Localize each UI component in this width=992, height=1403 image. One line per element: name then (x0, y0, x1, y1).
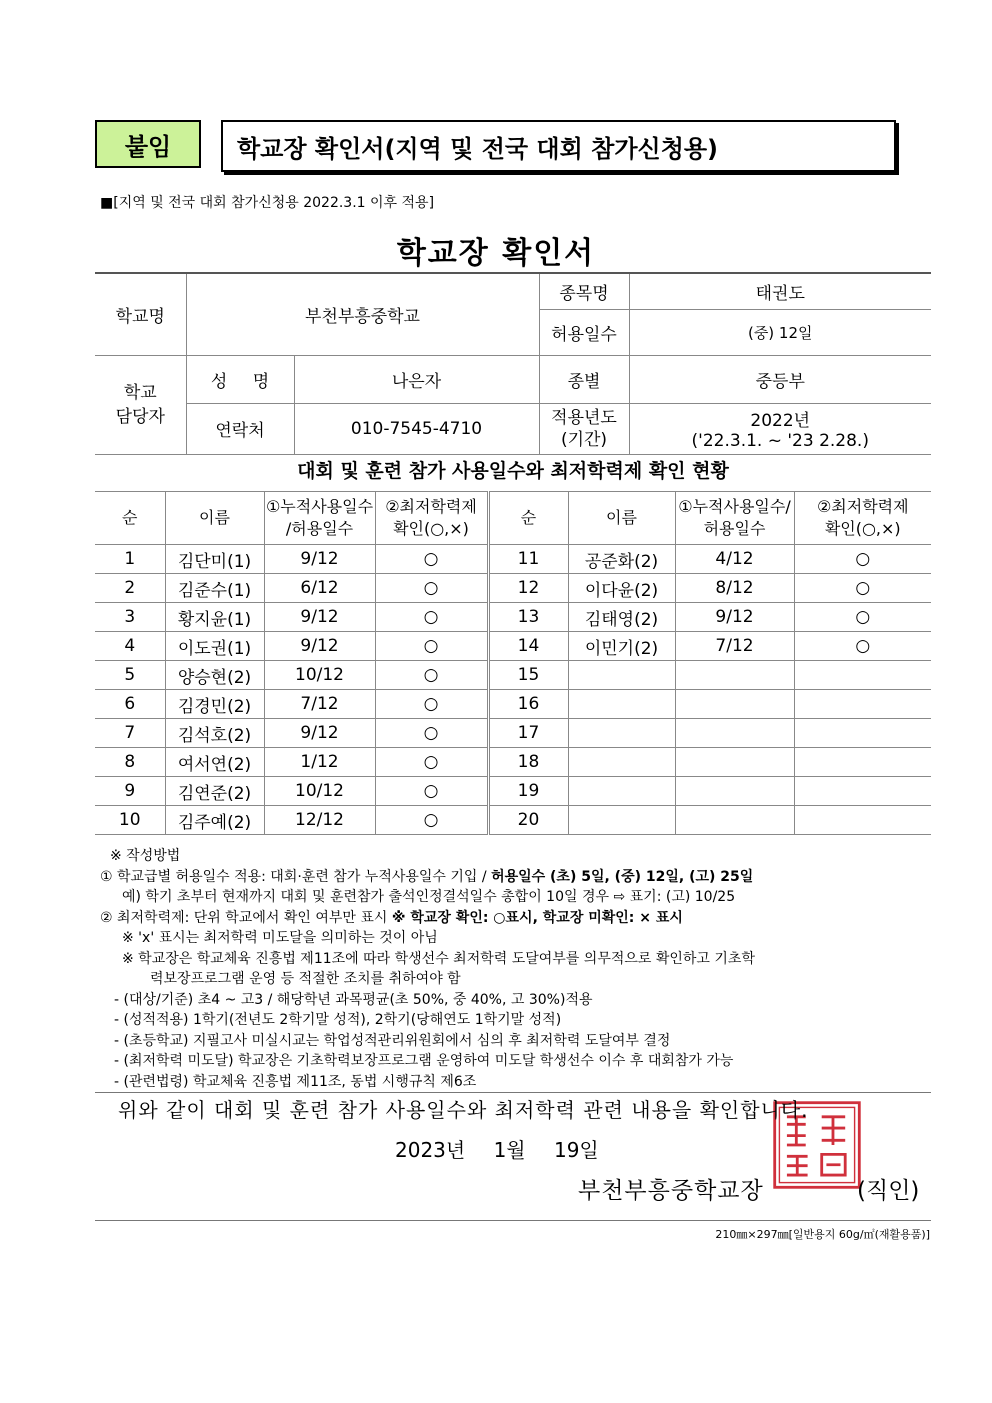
row-name: 양승현(2) (165, 661, 264, 690)
table-row (95, 545, 931, 574)
row-days: 6/12 (264, 574, 375, 603)
instr-line-1a: ① 학교급별 허용일수 적용: 대회·훈련 참가 누적사용일수 기입 / (100, 868, 492, 885)
table-row (95, 574, 931, 603)
row-name-2 (568, 806, 675, 835)
row-name-2: 김태영(2) (568, 603, 675, 632)
instr-line-3 (100, 908, 940, 929)
row-check-2 (794, 777, 931, 806)
event-label: 종목명 (539, 273, 629, 309)
row-no-2: 12 (488, 574, 568, 603)
row-days-2 (675, 661, 794, 690)
row-check-2 (794, 690, 931, 719)
row-name: 김주예(2) (165, 806, 264, 835)
instructions (100, 846, 940, 1092)
row-no-2: 16 (488, 690, 568, 719)
name-label: 성 명 (186, 355, 294, 403)
row-no: 2 (95, 574, 165, 603)
instr-line-3b: ※ 학교장 확인: ○표시, 학교장 미확인: × 표시 (391, 909, 683, 926)
row-name: 김준수(1) (165, 574, 264, 603)
row-name: 황지윤(1) (165, 603, 264, 632)
row-name-2 (568, 719, 675, 748)
issue-date: 2023년 1월 19일 (395, 1138, 599, 1162)
table-row (95, 719, 931, 748)
col-name-2: 이름 (568, 492, 675, 545)
row-days: 9/12 (264, 603, 375, 632)
table-row (95, 603, 931, 632)
row-name-2 (568, 748, 675, 777)
row-check-2 (794, 661, 931, 690)
row-check: ○ (375, 545, 488, 574)
row-days-2: 7/12 (675, 632, 794, 661)
row-name-2: 공준화(2) (568, 545, 675, 574)
instr-line-6: 력보장프로그램 운영 등 적절한 조치를 취하여야 함 (150, 971, 461, 987)
row-check: ○ (375, 690, 488, 719)
application-note: ■[지역 및 전국 대회 참가신청용 2022.3.1 이후 적용] (100, 195, 435, 211)
row-check: ○ (375, 719, 488, 748)
row-no-2: 19 (488, 777, 568, 806)
table-row (95, 806, 931, 835)
attachment-tag: 붙임 (95, 120, 201, 168)
year-value: 2022년 (750, 411, 811, 431)
table-row (95, 777, 931, 806)
row-check: ○ (375, 777, 488, 806)
row-days-2 (675, 777, 794, 806)
col-days: ①누적사용일수 /허용일수 (264, 492, 375, 545)
row-days-2 (675, 719, 794, 748)
row-check-2: ○ (794, 632, 931, 661)
col-check: ②최저학력제 확인(○,×) (375, 492, 488, 545)
page-title: 학교장 확인서 (396, 236, 596, 271)
days-label: 허용일수 (539, 309, 629, 355)
instr-line-3a: ② 최저학력제: 단위 학교에서 확인 여부만 표시 (100, 909, 392, 926)
table-row (95, 661, 931, 690)
row-name: 김경민(2) (165, 690, 264, 719)
row-name: 여서연(2) (165, 748, 264, 777)
row-check-2: ○ (794, 574, 931, 603)
row-days: 9/12 (264, 545, 375, 574)
row-no-2: 13 (488, 603, 568, 632)
row-name: 김석호(2) (165, 719, 264, 748)
col-no-2: 순 (488, 492, 568, 545)
row-check-2: ○ (794, 545, 931, 574)
col-no: 순 (95, 492, 165, 545)
row-name: 이도권(1) (165, 632, 264, 661)
row-days: 10/12 (264, 661, 375, 690)
division-label: 종별 (539, 355, 629, 403)
row-name-2: 이민기(2) (568, 632, 675, 661)
row-name-2 (568, 777, 675, 806)
row-no: 7 (95, 719, 165, 748)
manager-label: 학교 담당자 (95, 355, 186, 454)
row-no: 8 (95, 748, 165, 777)
col-name: 이름 (165, 492, 264, 545)
name-value: 나은자 (294, 355, 539, 403)
instr-line-1 (100, 867, 940, 888)
table-row (95, 632, 931, 661)
table-row (95, 690, 931, 719)
row-check-2 (794, 719, 931, 748)
col-days-2: ①누적사용일수/ 허용일수 (675, 492, 794, 545)
year-cell (629, 403, 931, 454)
row-check: ○ (375, 748, 488, 777)
row-check-2 (794, 806, 931, 835)
year-period: ('22.3.1. ~ '23 2.28.) (691, 431, 869, 451)
contact-label: 연락처 (186, 403, 294, 454)
instr-line-8: - (성적적용) 1학기(전년도 2학기말 성적), 2학기(당해연도 1학기말 성적) (114, 1012, 562, 1028)
instr-line-4: ※ 'x' 표시는 최저학력 미도달을 의미하는 것이 아님 (122, 930, 438, 946)
info-table (95, 272, 931, 455)
participants-table (95, 491, 931, 835)
row-no: 10 (95, 806, 165, 835)
row-days-2 (675, 806, 794, 835)
instr-line-5: ※ 학교장은 학교체육 진흥법 제11조에 따라 학생선수 최저학력 도달여부를 의무적으로 확인하고 기초학 (122, 950, 755, 967)
table-row (95, 748, 931, 777)
row-no-2: 15 (488, 661, 568, 690)
row-no-2: 17 (488, 719, 568, 748)
row-no: 4 (95, 632, 165, 661)
row-check: ○ (375, 603, 488, 632)
row-days-2 (675, 748, 794, 777)
row-check: ○ (375, 574, 488, 603)
col-check-2: ②최저학력제 확인(○,×) (794, 492, 931, 545)
seal-mark: (직인) (857, 1178, 920, 1204)
instr-line-2: 예) 학기 초부터 현재까지 대회 및 훈련참가 출석인정결석일수 총합이 10일 경우 ⇨ 표기: (고) 10/25 (122, 889, 736, 905)
row-no-2: 14 (488, 632, 568, 661)
row-no: 6 (95, 690, 165, 719)
instr-line-1b: 허용일수 (초) 5일, (중) 12일, (고) 25일 (491, 868, 754, 885)
school-label: 학교명 (95, 273, 186, 355)
row-days: 10/12 (264, 777, 375, 806)
row-check-2 (794, 748, 931, 777)
divider-top (95, 1092, 931, 1093)
event-value: 태권도 (629, 273, 931, 309)
row-check: ○ (375, 632, 488, 661)
row-no-2: 18 (488, 748, 568, 777)
divider-bottom (95, 1220, 931, 1221)
row-days-2: 8/12 (675, 574, 794, 603)
days-value: (중) 12일 (629, 309, 931, 355)
school-value: 부천부흥중학교 (186, 273, 539, 355)
row-days-2: 4/12 (675, 545, 794, 574)
contact-value: 010-7545-4710 (294, 403, 539, 454)
year-label: 적용년도 (기간) (539, 403, 629, 454)
instr-line-11: - (관련법령) 학교체육 진흥법 제11조, 동법 시행규칙 제6조 (114, 1073, 477, 1090)
instr-line-9: - (초등학교) 지필고사 미실시교는 학업성적관리위원회에서 심의 후 최저학력 도달여부 결정 (114, 1032, 671, 1049)
row-no-2: 20 (488, 806, 568, 835)
row-name: 김단미(1) (165, 545, 264, 574)
row-no: 5 (95, 661, 165, 690)
row-check: ○ (375, 806, 488, 835)
instr-line-7: - (대상/기준) 초4 ~ 고3 / 해당학년 과목평균(초 50%, 중 40%, 고 30%)적용 (114, 991, 593, 1008)
row-days: 7/12 (264, 690, 375, 719)
row-days: 12/12 (264, 806, 375, 835)
instr-heading: ※ 작성방법 (110, 848, 181, 864)
row-name-2 (568, 661, 675, 690)
row-days-2: 9/12 (675, 603, 794, 632)
paper-spec: 210㎜×297㎜[일반용지 60g/㎡(재활용품)] (715, 1228, 930, 1241)
row-no: 3 (95, 603, 165, 632)
row-days: 9/12 (264, 632, 375, 661)
header-title: 학교장 확인서(지역 및 전국 대회 참가신청용) (221, 120, 896, 172)
confirmation-statement: 위와 같이 대회 및 훈련 참가 사용일수와 최저학력 관련 내용을 확인합니다. (118, 1098, 809, 1122)
row-no-2: 11 (488, 545, 568, 574)
row-check-2: ○ (794, 603, 931, 632)
row-name-2: 이다윤(2) (568, 574, 675, 603)
row-name: 김연준(2) (165, 777, 264, 806)
instr-line-10: - (최저학력 미도달) 학교장은 기초학력보장프로그램 운영하여 미도달 학생선수 이수 후 대회참가 가능 (114, 1053, 734, 1069)
row-days-2 (675, 690, 794, 719)
row-no: 1 (95, 545, 165, 574)
division-value: 중등부 (629, 355, 931, 403)
section-title: 대회 및 훈련 참가 사용일수와 최저학력제 확인 현황 (297, 460, 729, 482)
row-days: 1/12 (264, 748, 375, 777)
row-no: 9 (95, 777, 165, 806)
row-name-2 (568, 690, 675, 719)
row-check: ○ (375, 661, 488, 690)
row-days: 9/12 (264, 719, 375, 748)
signer-name: 부천부흥중학교장 (578, 1178, 764, 1204)
